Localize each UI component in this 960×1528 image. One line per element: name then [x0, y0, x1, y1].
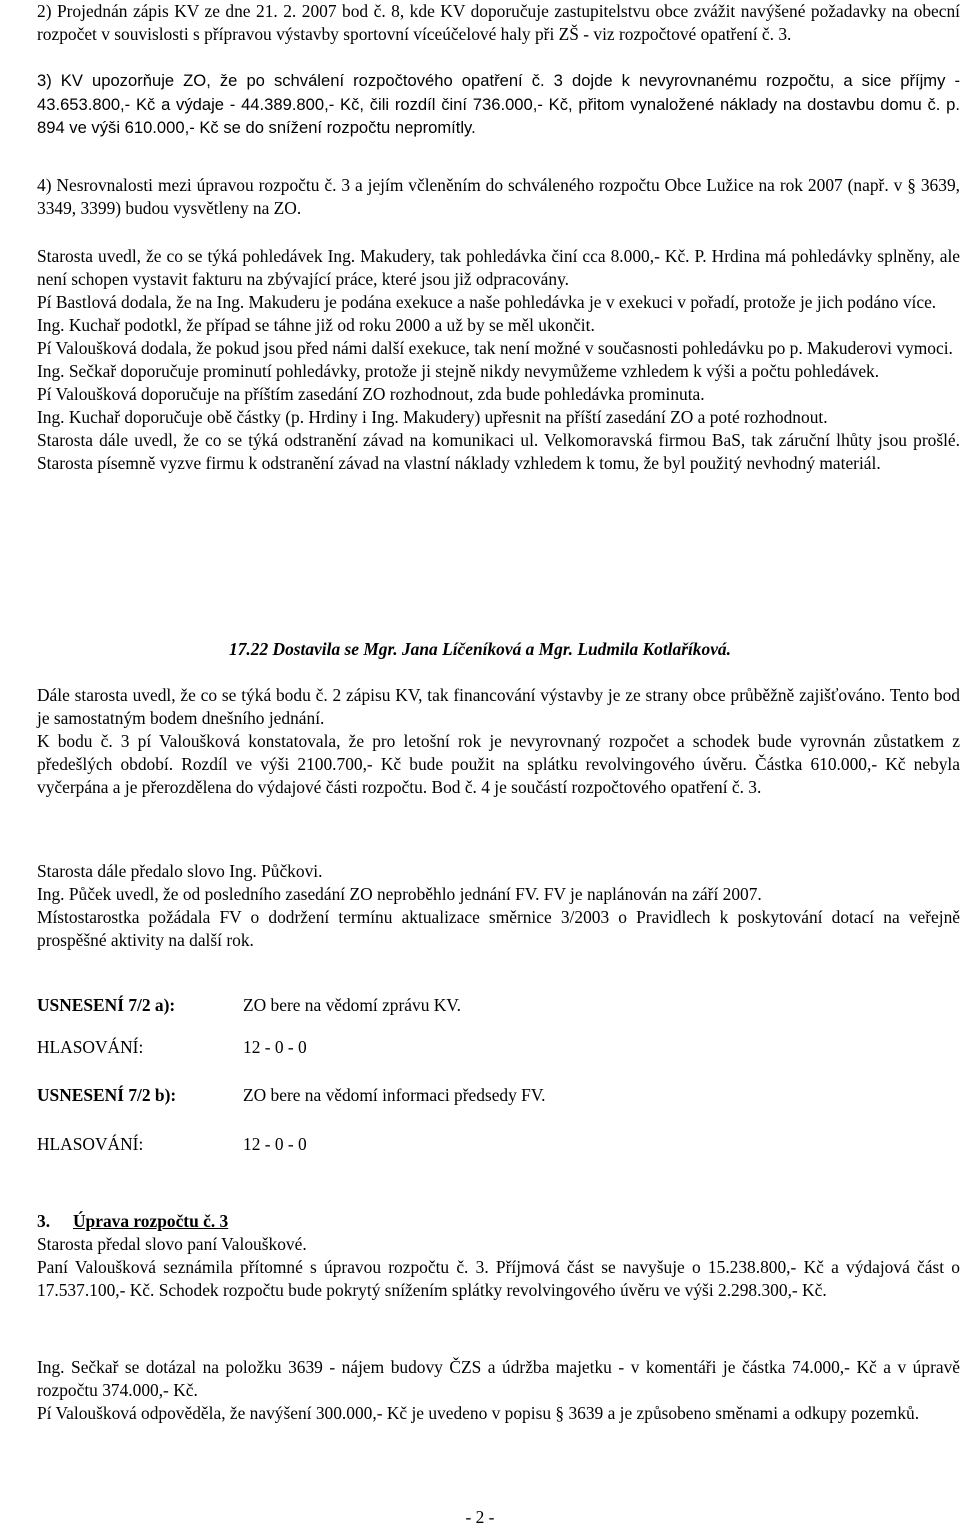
discussion-paragraph: Pí Bastlová dodala, že na Ing. Makuderu je podána exekuce a naše pohledávka je v exekuci v pořadí, protože je jich podáno více. — [37, 292, 937, 312]
resolution-text: ZO bere na vědomí zprávu KV. — [243, 995, 461, 1015]
fv-discussion-paragraph: Místostarostka požádala FV o dodržení termínu aktualizace směrnice 3/2003 o Pravidlech k poskytování dotací na veřejně prospěšné aktivity na další rok. — [37, 907, 960, 950]
section3-paragraph: Pí Valoušková odpověděla, že navýšení 300.000,- Kč je uvedeno v popisu § 3639 a je způsobeno směnami a odkupy pozemků. — [37, 1403, 920, 1423]
discussion-paragraph: Pí Valoušková doporučuje na příštím zasedání ZO rozhodnout, zda bude pohledávka prominuta. — [37, 384, 705, 404]
resolution-label: USNESENÍ 7/2 b): — [37, 1085, 177, 1105]
vote-label: HLASOVÁNÍ: — [37, 1134, 144, 1154]
discussion-paragraph: Ing. Kuchař doporučuje obě částky (p. Hrdiny i Ing. Makudery) upřesnit na příští zasedání ZO a poté rozhodnout. — [37, 407, 828, 427]
section-number: 3. — [37, 1211, 51, 1231]
vote-result: 12 - 0 - 0 — [243, 1134, 307, 1154]
kv-item-3 — [37, 69, 960, 140]
section3-paragraph: Paní Valoušková seznámila přítomné s úpravou rozpočtu č. 3. Příjmová část se navyšuje o 15.238.800,- Kč a výdajová část o 17.537.100,- Kč. Schodek rozpočtu bude pokrytý snížením splátky revolvingového úvěru ve výši 2.298.300,- Kč. — [37, 1257, 960, 1300]
kv-item-2-text: 2) Projednán zápis KV ze dne 21. 2. 2007 bod č. 8, kde KV doporučuje zastupitelstvu obce zvážit navýšené požadavky na obecní rozpočet v souvislosti s přípravou výstavby sportovní víceúčelové haly při ZŠ - viz rozpočtové opatření č. 3. — [37, 1, 960, 44]
fv-discussion-paragraph: Ing. Půček uvedl, že od posledního zasedání ZO neproběhlo jednání FV. FV je naplánován na září 2007. — [37, 884, 762, 904]
resolution-label: USNESENÍ 7/2 a): — [37, 995, 176, 1015]
kv-item-4 — [37, 174, 960, 220]
kv-item-4-text: 4) Nesrovnalosti mezi úpravou rozpočtu č. 3 a jejím včleněním do schváleného rozpočtu Obce Lužice na rok 2007 (např. v § 3639, 3349, 3399) budou vysvětleny na ZO. — [37, 175, 960, 218]
kv-discussion-paragraph: Dále starosta uvedl, že co se týká bodu č. 2 zápisu KV, tak financování výstavby je ze strany obce průběžně zajišťováno. Tento bod je samostatným bodem dnešního jednání. — [37, 685, 960, 728]
vote-label: HLASOVÁNÍ: — [37, 1037, 144, 1057]
section3-body-b — [37, 1356, 960, 1425]
discussion-paragraph: Ing. Kuchař podotkl, že případ se táhne již od roku 2000 a už by se měl ukončit. — [37, 315, 595, 335]
kv-item-2 — [37, 0, 960, 46]
kv-discussion-paragraph: K bodu č. 3 pí Valoušková konstatovala, že pro letošní rok je nevyrovnaný rozpočet a schodek bude vyrovnán zůstatkem z předešlých období. Rozdíl ve výši 2100.700,- Kč bude použit na splátku revolvingového úvěru. Částka 610.000,- Kč nebyla vyčerpána a je přerozdělena do výdajové části rozpočtu. Bod č. 4 je součástí rozpočtového opatření č. 3. — [37, 731, 960, 797]
section3-body-a — [37, 1233, 960, 1302]
fv-discussion-block — [37, 860, 960, 952]
fv-discussion-paragraph: Starosta dále předalo slovo Ing. Půčkovi. — [37, 861, 323, 881]
section-heading — [37, 1210, 228, 1233]
arrival-note: 17.22 Dostavila se Mgr. Jana Líčeníková a Mgr. Ludmila Kotlaříková. — [229, 639, 731, 659]
kv-item-3-text: 3) KV upozorňuje ZO, že po schválení rozpočtového opatření č. 3 dojde k nevyrovnanému rozpočtu, a sice příjmy - 43.653.800,- Kč a výdaje - 44.389.800,- Kč, čili rozdíl činí 736.000,- Kč, přitom vynaložené náklady na dostavbu domu č. p. 894 ve výši 610.000,- Kč se do snížení rozpočtu nepromítly. — [37, 71, 960, 138]
discussion-block — [37, 245, 960, 475]
section3-paragraph: Starosta předal slovo paní Valouškové. — [37, 1234, 307, 1254]
discussion-paragraph: Pí Valoušková dodala, že pokud jsou před námi další exekuce, tak není možné v současnosti pohledávku po p. Makuderovi vymoci. — [37, 338, 953, 358]
discussion-paragraph: Starosta uvedl, že co se týká pohledávek Ing. Makudery, tak pohledávka činí cca 8.000,- Kč. P. Hrdina má pohledávky splněny, ale není schopen vystavit fakturu na zbývající práce, které jsou již odpracovány. — [37, 246, 960, 289]
kv-discussion-block — [37, 684, 960, 799]
vote-result: 12 - 0 - 0 — [243, 1037, 307, 1057]
discussion-paragraph: Ing. Sečkař doporučuje prominutí pohledávky, protože ji stejně nikdy nevymůžeme vzhledem k výši a počtu pohledávek. — [37, 361, 880, 381]
discussion-paragraph: Starosta dále uvedl, že co se týká odstranění závad na komunikaci ul. Velkomoravská firmou BaS, tak záruční lhůty jsou prošlé. Starosta písemně vyzve firmu k odstranění závad na vlastní náklady vzhledem k tomu, že byl použitý nevhodný materiál. — [37, 430, 960, 473]
resolution-text: ZO bere na vědomí informaci předsedy FV. — [243, 1085, 546, 1105]
section3-paragraph: Ing. Sečkař se dotázal na položku 3639 - nájem budovy ČZS a údržba majetku - v komentáři je částka 74.000,- Kč a v úpravě rozpočtu 374.000,- Kč. — [37, 1357, 960, 1400]
page-number: - 2 - — [465, 1507, 495, 1527]
section-title: Úprava rozpočtu č. 3 — [73, 1211, 229, 1231]
